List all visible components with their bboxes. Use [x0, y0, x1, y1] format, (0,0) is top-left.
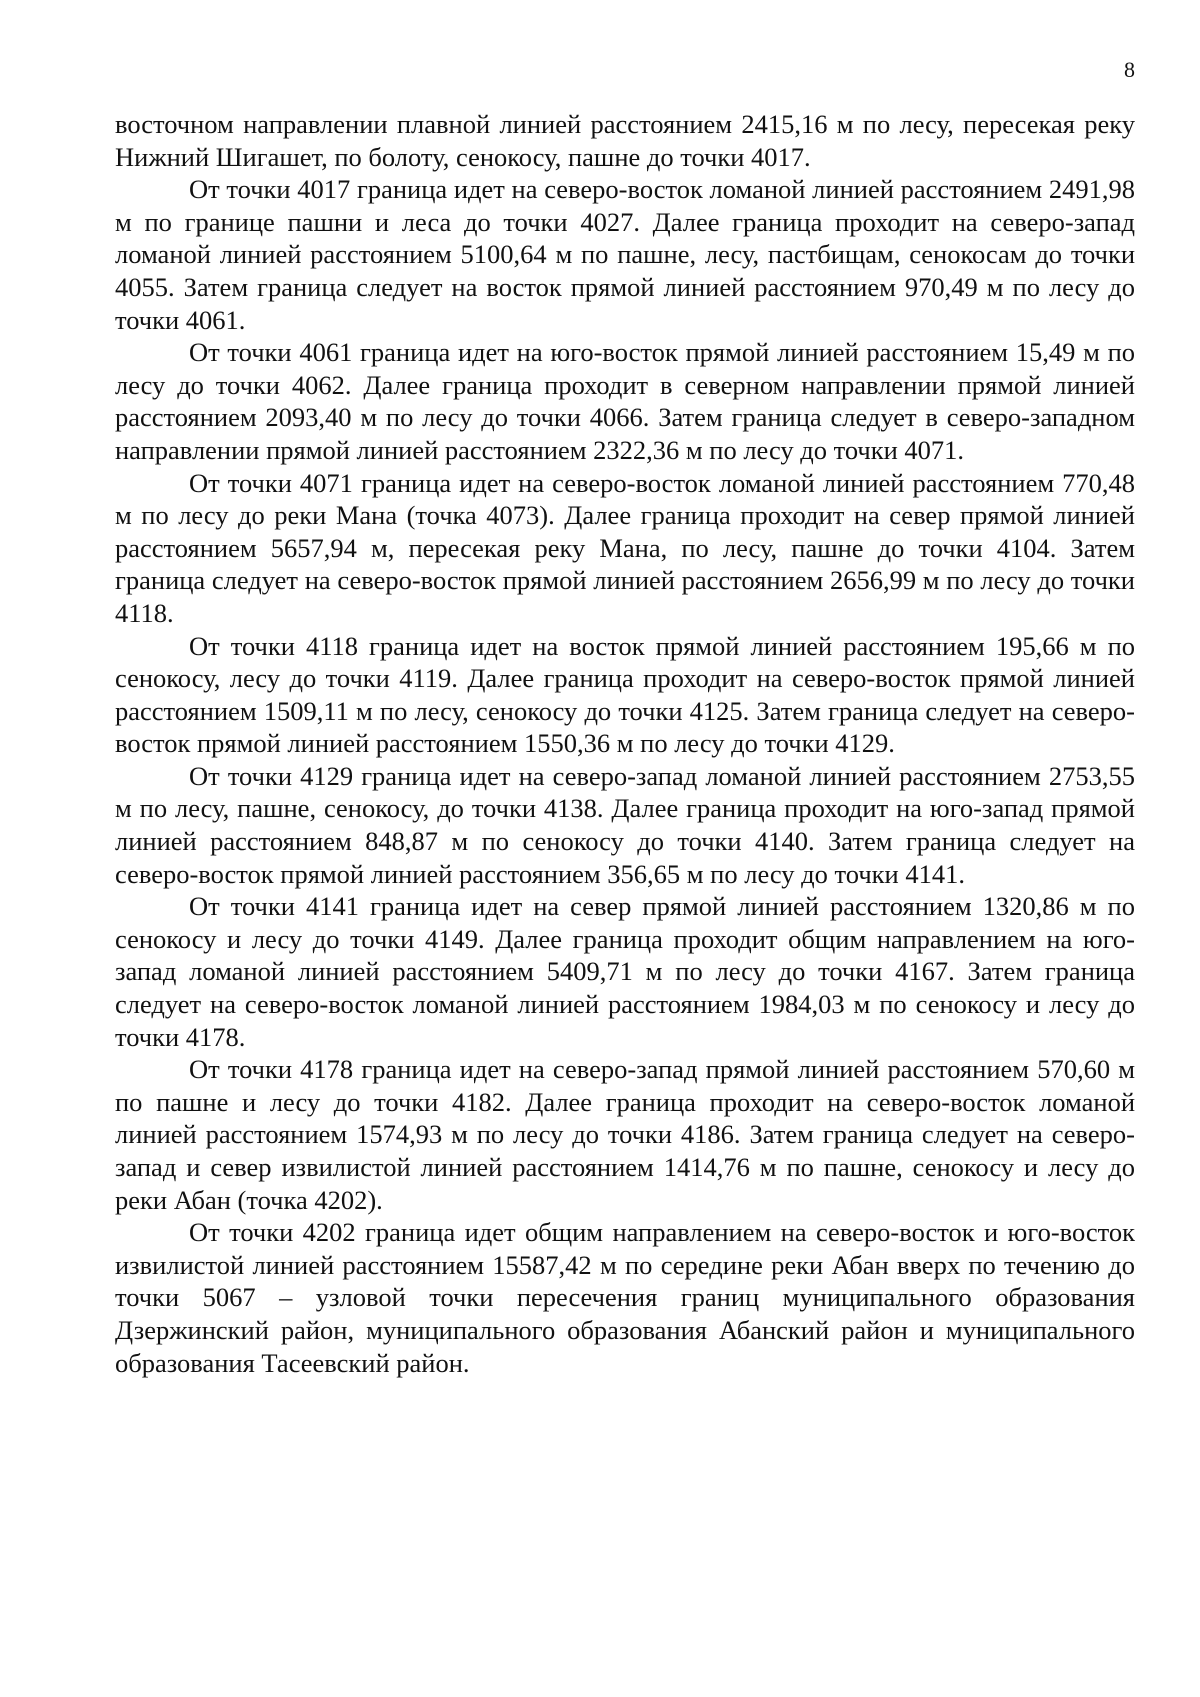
paragraph-point-4178: От точки 4178 граница идет на северо-запад прямой линией расстоянием 570,60 м по пашне и лесу до точки 4182. Далее граница проходит на северо-восток ломаной линией расстоянием 1574,93 м по лесу до точки 4186. Затем граница следует на северо-запад и север извилистой линией расстоянием 1414,76 м по пашне, сенокосу и лесу до реки Абан (точка 4202). [115, 1054, 1135, 1215]
document-body [115, 108, 1135, 1379]
paragraph-point-4017: От точки 4017 граница идет на северо-восток ломаной линией расстоянием 2491,98 м по границе пашни и леса до точки 4027. Далее граница проходит на северо-запад ломаной линией расстоянием 5100,64 м по пашне, лесу, пастбищам, сенокосам до точки 4055. Затем граница следует на восток прямой линией расстоянием 970,49 м по лесу до точки 4061. [115, 174, 1135, 335]
paragraph-point-4129: От точки 4129 граница идет на северо-запад ломаной линией расстоянием 2753,55 м по лесу, пашне, сенокосу, до точки 4138. Далее граница проходит на юго-запад прямой линией расстоянием 848,87 м по сенокосу до точки 4140. Затем граница следует на северо-восток прямой линией расстоянием 356,65 м по лесу до точки 4141. [115, 760, 1135, 889]
paragraph-point-4061: От точки 4061 граница идет на юго-восток прямой линией расстоянием 15,49 м по лесу до точки 4062. Далее граница проходит в северном направлении прямой линией расстоянием 2093,40 м по лесу до точки 4066. Затем граница следует в северо-западном направлении прямой линией расстоянием 2322,36 м по лесу до точки 4071. [115, 337, 1135, 465]
paragraph-point-4118: От точки 4118 граница идет на восток прямой линией расстоянием 195,66 м по сенокосу, лесу до точки 4119. Далее граница проходит на северо-восток прямой линией расстоянием 1509,11 м по лесу, сенокосу до точки 4125. Затем граница следует на северо-восток прямой линией расстоянием 1550,36 м по лесу до точки 4129. [115, 630, 1135, 759]
paragraph-point-4071: От точки 4071 граница идет на северо-восток ломаной линией расстоянием 770,48 м по лесу до реки Мана (точка 4073). Далее граница проходит на север прямой линией расстоянием 5657,94 м, пересекая реку Мана, по лесу, пашне до точки 4104. Затем граница следует на северо-восток прямой линией расстоянием 2656,99 м по лесу до точки 4118. [115, 467, 1135, 628]
page-number: 8 [1124, 57, 1135, 82]
paragraph-point-4141: От точки 4141 граница идет на север прямой линией расстоянием 1320,86 м по сенокосу и лесу до точки 4149. Далее граница проходит общим направлением на юго-запад ломаной линией расстоянием 5409,71 м по лесу до точки 4167. Затем граница следует на северо-восток ломаной линией расстоянием 1984,03 м по сенокосу и лесу до точки 4178. [115, 891, 1135, 1052]
paragraph-point-4202: От точки 4202 граница идет общим направлением на северо-восток и юго-восток извилистой линией расстоянием 15587,42 м по середине реки Абан вверх по течению до точки 5067 – узловой точки пересечения границ муниципального образования Дзержинский район, муниципального образования Абанский район и муниципального образования Тасеевский район. [115, 1217, 1135, 1378]
paragraph-continuation: восточном направлении плавной линией расстоянием 2415,16 м по лесу, пересекая реку Нижний Шигашет, по болоту, сенокосу, пашне до точки 4017. [115, 109, 1135, 172]
